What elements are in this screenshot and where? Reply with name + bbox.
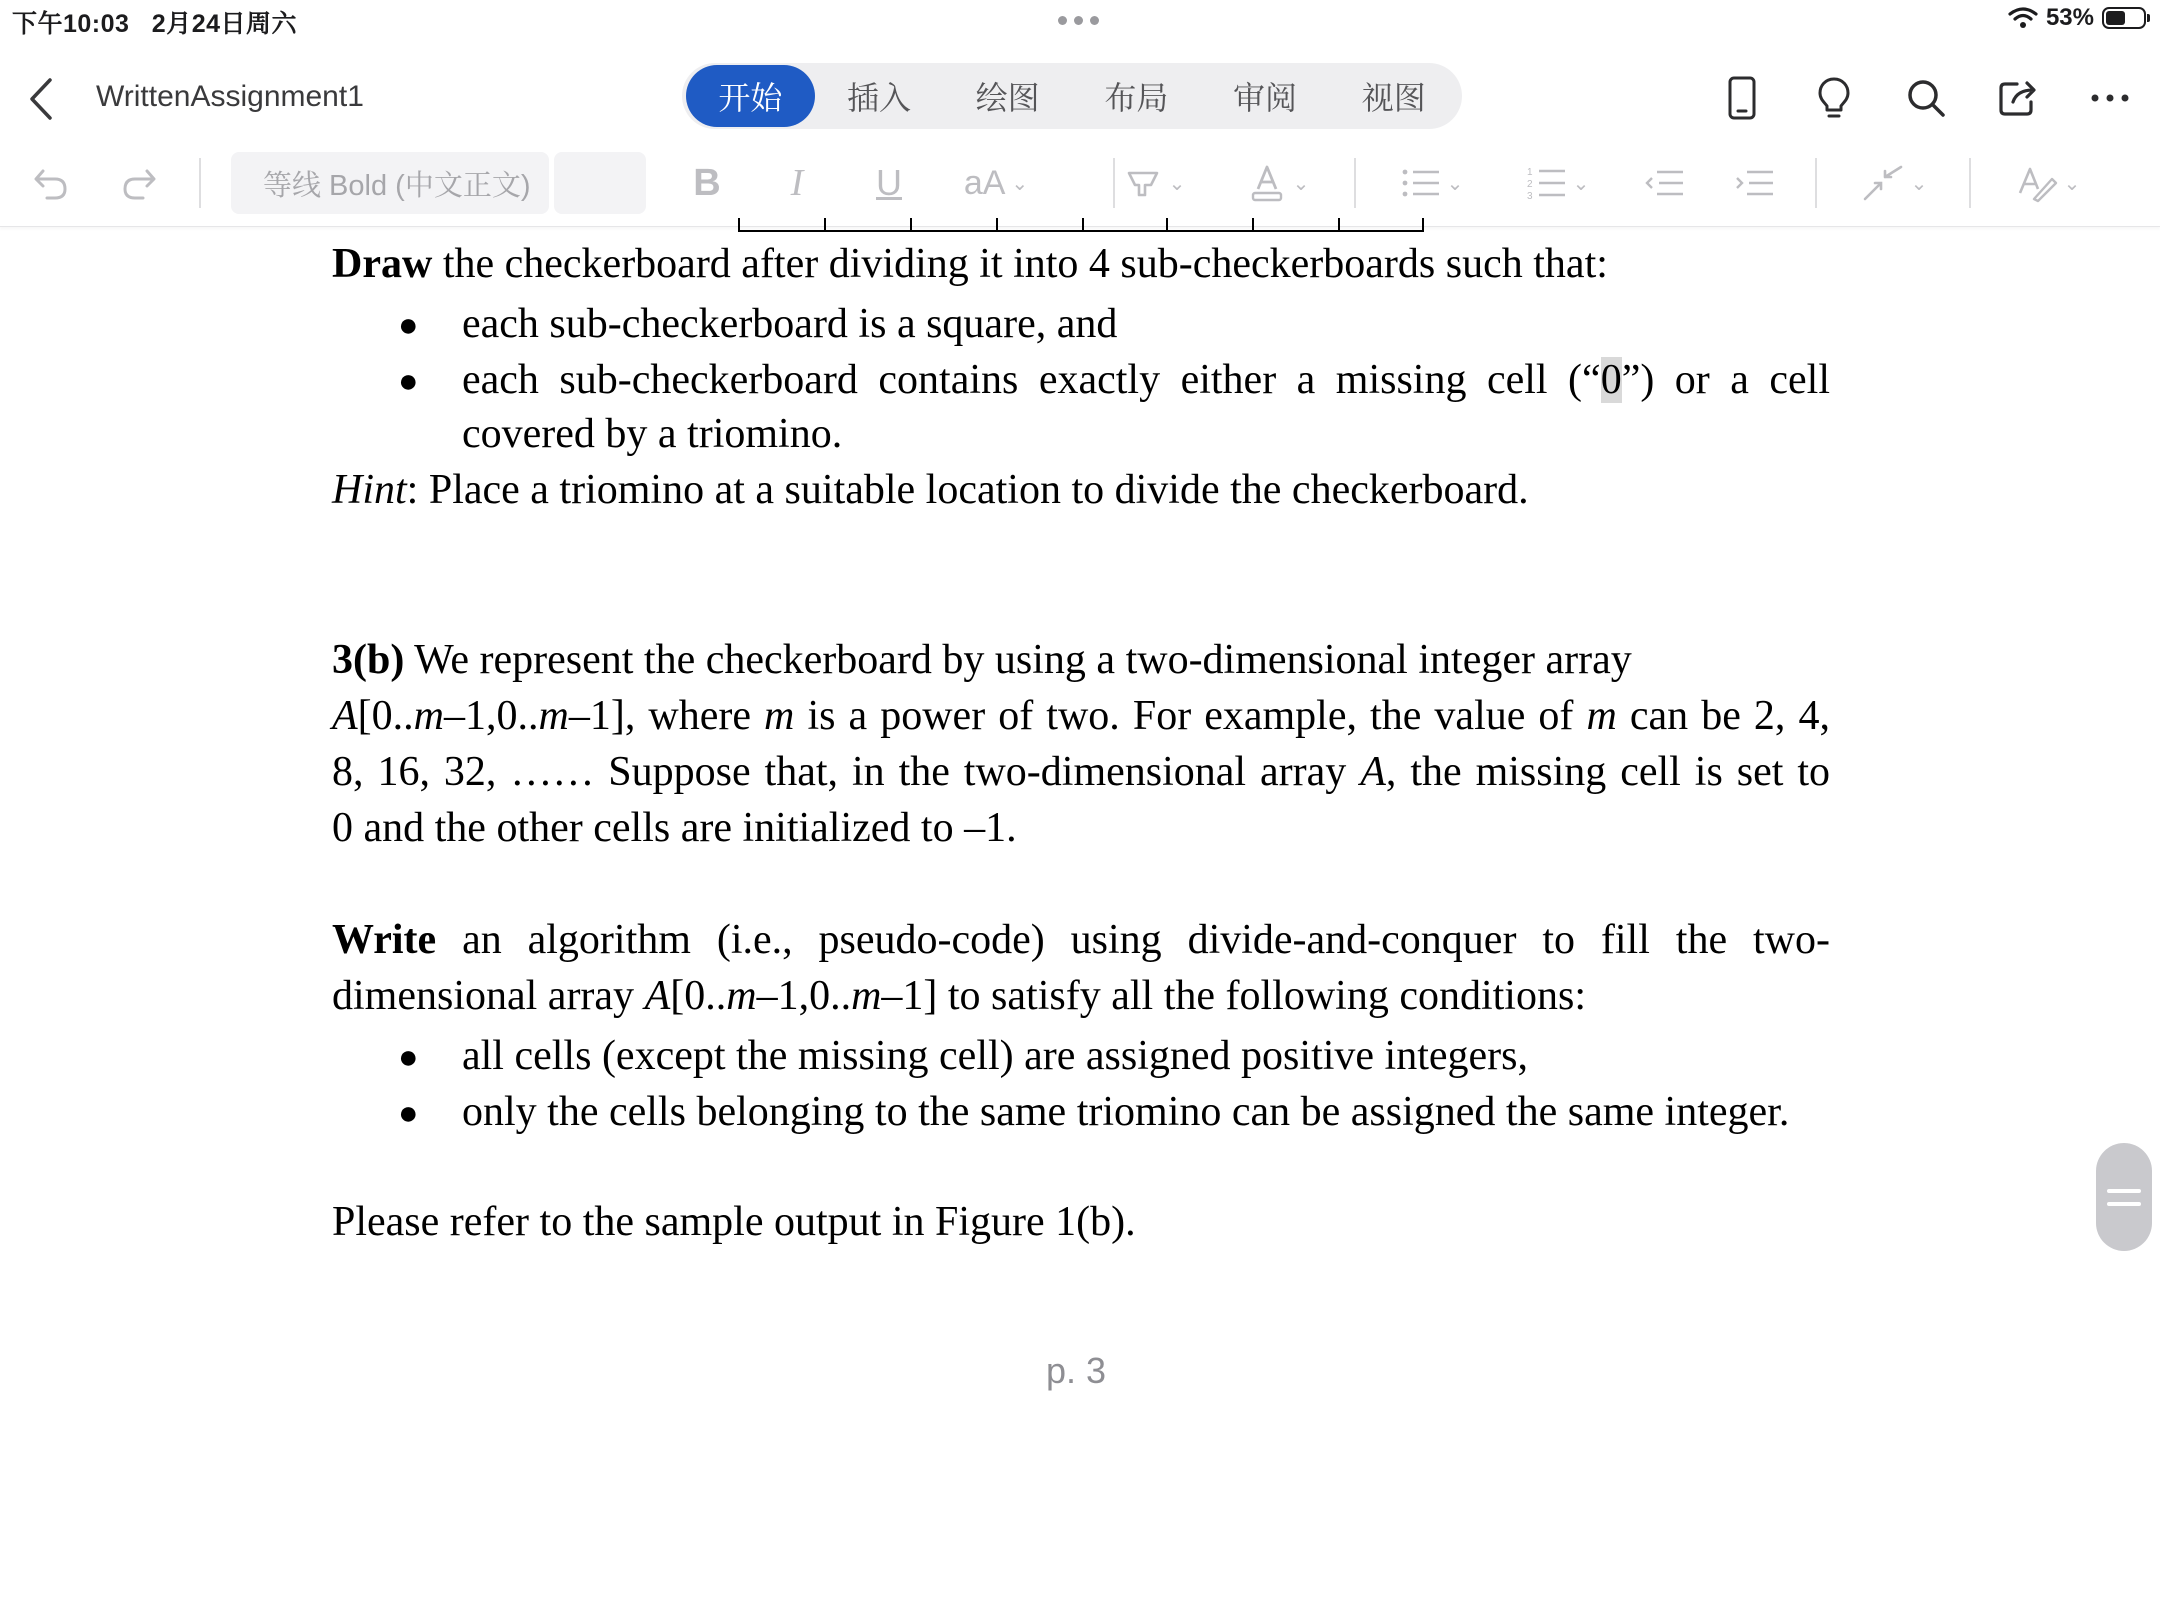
table-bottom-edge [738,224,1424,232]
paragraph-options-button[interactable] [1852,148,1936,218]
text: [0.. [670,973,727,1019]
font-name-field[interactable]: 等线 Bold (中文正文) [231,152,549,214]
chevron-down-icon: ⌄ [1168,172,1186,195]
font-size-field[interactable] [554,152,646,214]
bullet-item [462,352,1830,408]
bullet-list-button[interactable] [1390,148,1474,218]
highlighter-icon [1123,163,1163,203]
status-date: 2月24日周六 [151,10,298,38]
increase-indent-icon [1735,167,1775,199]
bullet-mark: ● [398,363,419,400]
chevron-down-icon: ⌄ [1011,172,1029,195]
chevron-down-icon: ⌄ [1572,172,1590,195]
var-a: A [332,693,358,739]
tab-view[interactable]: 视图 [1361,80,1426,116]
share-icon [1997,78,2039,118]
wifi-icon [2008,7,2038,29]
condition-item: only the cells belonging to the same triomino can be assigned the same integer. [462,1089,1790,1135]
chevron-left-icon [22,74,62,124]
ribbon-toolbar [0,148,2160,227]
battery-percent: 53% [2045,4,2094,31]
decrease-indent-button[interactable] [1640,148,1690,218]
bullet-mark: ● [398,1095,419,1132]
hint-label: Hint [332,467,407,513]
italic-button[interactable]: I [790,162,804,204]
title-bar [0,52,2160,142]
svg-text:3: 3 [1526,191,1533,201]
font-color-icon [1247,163,1287,203]
text: 8, 16, 32, …… Suppose that, in the two-dimensional array [332,749,1361,795]
bullet-text: ”) or a cell [1621,357,1830,403]
question-label: 3(b) [332,637,405,683]
bold-button[interactable]: B [693,161,721,204]
styles-button[interactable] [2006,148,2090,218]
share-button[interactable] [1990,70,2046,126]
bullet-continuation: covered by a triomino. [462,411,843,457]
paragraph-3b-line1 [332,632,1632,688]
hint-line [332,462,1529,518]
multitasking-dots[interactable] [1058,16,1099,25]
text: , the missing cell is set to [1385,749,1830,795]
var-m: m [764,693,795,739]
increase-indent-button[interactable] [1730,148,1780,218]
line-spacing-icon [1861,163,1905,203]
redo-icon [119,163,159,203]
font-size-toggle-label: aA [963,163,1006,202]
tab-layout[interactable]: 布局 [1104,80,1169,116]
numbered-list-icon [1527,165,1567,201]
underline-button[interactable]: U [876,162,902,203]
top-actions [1714,70,2138,126]
redo-button[interactable] [110,148,168,218]
text: dimensional array [332,973,645,1019]
text: –1,0.. [444,693,539,739]
status-clock: 下午10:03 [12,10,130,38]
search-button[interactable] [1898,70,1954,126]
chevron-down-icon: ⌄ [1446,172,1464,195]
highlighted-zero: 0 [1600,357,1622,403]
battery-icon [2102,7,2146,29]
chevron-down-icon: ⌄ [2063,172,2081,195]
svg-text:2: 2 [1526,179,1533,190]
ribbon-separator [1354,158,1356,208]
paragraph-3b-line4: 0 and the other cells are initialized to –1. [332,805,1017,851]
tab-draw[interactable]: 绘图 [975,80,1040,116]
var-m: m [538,693,569,739]
search-icon [1906,78,1946,118]
ribbon-tabs [682,63,1462,129]
phone-view-button[interactable] [1714,70,1770,126]
bullet-text: each sub-checkerboard contains exactly either a missing cell (“ [462,357,1601,403]
tab-review[interactable]: 审阅 [1233,80,1298,116]
var-m: m [413,693,444,739]
font-color-button[interactable] [1236,148,1320,218]
bullet-mark: ● [398,1039,419,1076]
font-size-toggle-button[interactable] [954,148,1038,218]
more-icon [2090,93,2130,103]
phone-view-icon [1727,76,1757,120]
status-time [12,4,297,40]
text: an algorithm (i.e., pseudo-code) using divide-and-conquer to fill the two- [436,917,1830,963]
page-number: p. 3 [1046,1350,1107,1391]
tab-insert[interactable]: 插入 [847,80,912,116]
condition-item: all cells (except the missing cell) are assigned positive integers, [462,1033,1528,1079]
ribbon-separator [1969,158,1971,208]
refer-line: Please refer to the sample output in Figure 1(b). [332,1199,1136,1245]
draw-instruction [332,236,1608,292]
styles-icon [2016,163,2058,203]
draw-text: the checkerboard after dividing it into 4 sub-checkerboards such that: [432,241,1608,287]
status-bar [0,0,2160,40]
paragraph-3b-line2 [332,688,1830,744]
document-page[interactable] [0,228,2160,1620]
lightbulb-icon [1817,76,1851,120]
bullet-mark: ● [398,307,419,344]
var-a: A [644,973,671,1019]
draw-label: Draw [332,241,433,287]
paragraph-3b-line3 [332,744,1830,800]
undo-icon [31,163,71,203]
var-m: m [726,973,757,1019]
back-button[interactable] [22,74,62,124]
text: [0.. [357,693,414,739]
var-m: m [851,973,882,1019]
text: –1], where [568,693,765,739]
chevron-down-icon: ⌄ [1292,172,1310,195]
var-m: m [1586,693,1617,739]
undo-button[interactable] [22,148,80,218]
text: –1] to satisfy all the following conditions: [881,973,1586,1019]
ribbon-separator [199,158,201,208]
chevron-down-icon: ⌄ [1910,172,1928,195]
svg-text:1: 1 [1526,167,1533,178]
status-right [2008,4,2146,32]
write-line1 [332,912,1830,968]
numbered-list-button[interactable] [1516,148,1600,218]
write-label: Write [332,917,437,963]
highlight-button[interactable] [1112,148,1196,218]
decrease-indent-icon [1645,167,1685,199]
text: We represent the checkerboard by using a two-dimensional integer array [404,637,1632,683]
var-a: A [1360,749,1386,795]
text: –1,0.. [756,973,852,1019]
text: is a power of two. For example, the value of [794,693,1587,739]
ribbon-separator [1815,158,1817,208]
bullet-item: each sub-checkerboard is a square, and [462,301,1118,347]
hint-text: : Place a triomino at a suitable location to divide the checkerboard. [406,467,1529,513]
tab-home[interactable]: 开始 [686,65,815,127]
text: can be 2, 4, [1616,693,1830,739]
document-title[interactable]: WrittenAssignment1 [96,80,364,113]
write-line2 [332,968,1586,1024]
ideas-button[interactable] [1806,70,1862,126]
more-button[interactable] [2082,70,2138,126]
scroll-handle[interactable] [2096,1143,2152,1251]
bullet-list-icon [1401,166,1441,200]
